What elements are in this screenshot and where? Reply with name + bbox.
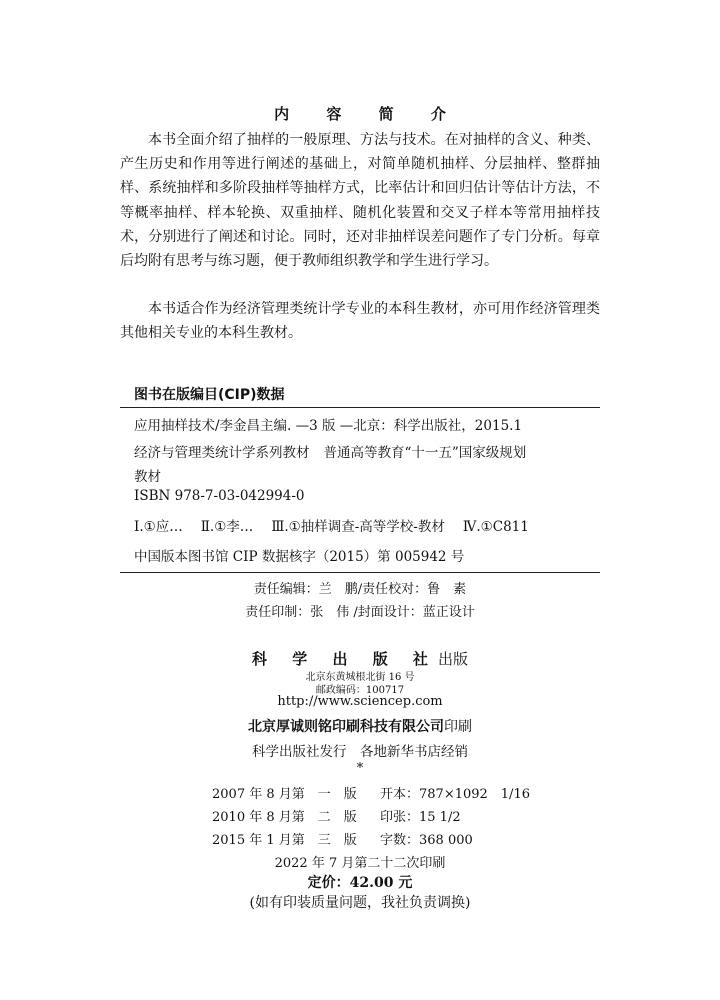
cip-class-4: Ⅳ.①C811 — [462, 519, 529, 535]
edition-date: 2015 年 1 月第 三 版 — [212, 833, 357, 848]
edition-date: 2007 年 8 月第 一 版 — [212, 787, 357, 802]
cip-classification — [134, 515, 600, 535]
edition-table — [212, 781, 530, 850]
reprint-line: 2022 年 7 月第二十二次印刷 — [274, 856, 446, 871]
edition-row — [212, 827, 530, 850]
quality-notice: (如有印装质量问题，我社负责调换) — [249, 895, 471, 911]
cip-series-line — [134, 441, 600, 461]
publisher-suffix: 出版 — [437, 650, 468, 668]
edition-date: 2010 年 8 月第 二 版 — [212, 810, 357, 825]
cip-class-1: Ⅰ.①应… — [134, 519, 183, 535]
separator-star: * — [356, 761, 364, 776]
publisher-postcode: 邮政编码：100717 — [315, 685, 405, 696]
cip-record-number: 中国版本图书馆 CIP 数据核字（2015）第 005942 号 — [134, 549, 465, 565]
publisher-url: http://www.sciencep.com — [277, 694, 443, 709]
intro-paragraph-2-text: 本书适合作为经济管理类统计学专业的本科生教材，亦可用作经济管理类其他相关专业的本科生教材。 — [120, 301, 600, 342]
edition-row — [212, 781, 530, 804]
edition-row — [212, 804, 530, 827]
intro-title: 内 容 简 介 — [274, 105, 462, 123]
printer-suffix: 印刷 — [444, 719, 472, 735]
cip-series-cont: 教材 — [134, 469, 161, 485]
intro-paragraph-2 — [120, 297, 600, 345]
cip-class-2: Ⅱ.①李… — [200, 519, 254, 535]
edition-spec: 字数：368 000 — [380, 833, 473, 848]
publisher-address: 北京东黄城根北街 16 号 — [305, 672, 415, 683]
price-line: 定价：42.00 元 — [307, 875, 413, 891]
staff-production: 责任印制：张 伟 /封面设计：蓝正设计 — [245, 605, 475, 620]
distribution-line: 科学出版社发行 各地新华书店经销 — [252, 744, 468, 760]
printer-line — [0, 716, 720, 736]
staff-editors: 责任编辑：兰 鹏/责任校对：鲁 素 — [253, 582, 467, 597]
cip-series-1: 经济与管理类统计学系列教材 — [134, 445, 310, 461]
cip-title-line: 应用抽样技术/李金昌主编. —3 版 —北京：科学出版社，2015.1 — [134, 418, 523, 434]
cip-series-2: 普通高等教育“十一五”国家级规划 — [323, 445, 527, 461]
cip-top-rule — [120, 407, 600, 408]
cip-bottom-rule — [120, 572, 600, 573]
edition-spec: 开本：787×1092 1/16 — [380, 787, 530, 802]
cip-heading: 图书在版编目(CIP)数据 — [134, 387, 285, 403]
cip-isbn: ISBN 978-7-03-042994-0 — [134, 488, 305, 504]
cip-class-3: Ⅲ.①抽样调查-高等学校-教材 — [271, 519, 445, 535]
intro-paragraph-1-text: 本书全面介绍了抽样的一般原理、方法与技术。在对抽样的含义、种类、产生历史和作用等进行阐述的基础上，对简单随机抽样、分层抽样、整群抽样、系统抽样和多阶段抽样等抽样方式，比率估计和回归估计等估计方法，不等概率抽样、样本轮换、双重抽样、随机化装置和交叉子样本等常用抽样技术，分别进行了阐述和讨论。同时，还对非抽样误差问题作了专门分析。每章后均附有思考与练习题，便于教师组织教学和学生进行学习。 — [120, 132, 600, 270]
intro-paragraph-1 — [120, 128, 600, 273]
publisher-name: 科 学 出 版 社 — [252, 650, 438, 668]
publisher-line — [0, 648, 720, 669]
edition-spec: 印张：15 1/2 — [380, 810, 461, 825]
printer-name: 北京厚诚则铭印刷科技有限公司 — [248, 719, 444, 735]
